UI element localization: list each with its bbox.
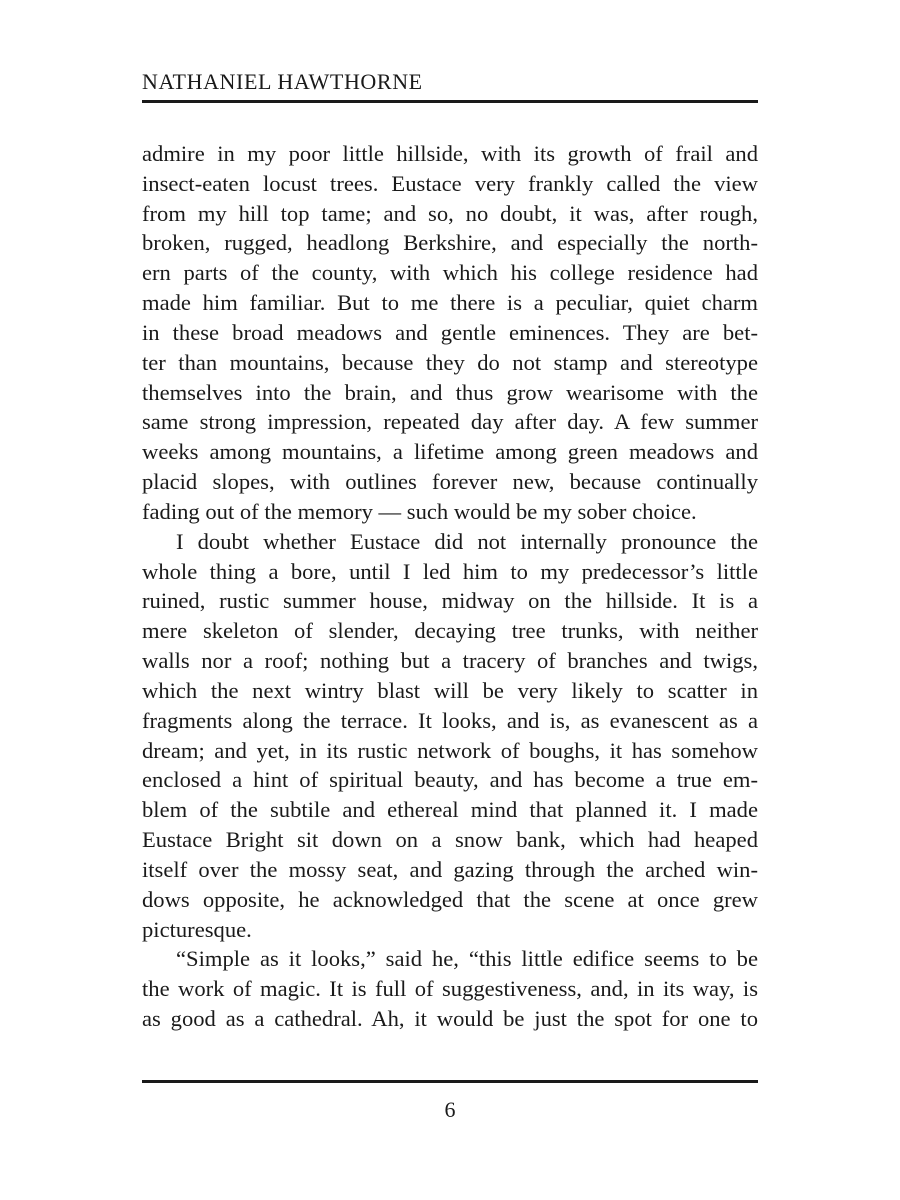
- text-line: ruined, rustic summer house, midway on the hillside. It is a: [142, 588, 758, 614]
- text-line: from my hill top tame; and so, no doubt, it was, after rough,: [142, 200, 758, 226]
- header-rule: [142, 100, 758, 103]
- body-text: [142, 139, 758, 1034]
- text-line: mere skeleton of slender, decaying tree trunks, with neither: [142, 618, 758, 644]
- text-line: dream; and yet, in its rustic network of boughs, it has somehow: [142, 737, 758, 763]
- text-line: I doubt whether Eustace did not internally pronounce the: [176, 528, 758, 554]
- text-line: placid slopes, with outlines forever new, because continually: [142, 469, 758, 495]
- text-line: ern parts of the county, with which his college residence had: [142, 260, 758, 286]
- text-line: themselves into the brain, and thus grow wearisome with the: [142, 379, 758, 405]
- text-line: as good as a cathedral. Ah, it would be just the spot for one to: [142, 1006, 758, 1032]
- footer-rule: [142, 1080, 758, 1083]
- text-line: walls nor a roof; nothing but a tracery of branches and twigs,: [142, 648, 758, 674]
- text-line: same strong impression, repeated day after day. A few summer: [142, 409, 758, 435]
- text-line: fragments along the terrace. It looks, and is, as evanescent as a: [142, 707, 758, 733]
- text-line: in these broad meadows and gentle eminences. They are bet-: [142, 319, 758, 345]
- text-line: picturesque.: [142, 916, 252, 942]
- text-line: dows opposite, he acknowledged that the scene at once grew: [142, 886, 758, 912]
- text-line: blem of the subtile and ethereal mind that planned it. I made: [142, 797, 758, 823]
- text-line: fading out of the memory — such would be my sober choice.: [142, 498, 697, 524]
- text-line: enclosed a hint of spiritual beauty, and has become a true em-: [142, 767, 758, 793]
- text-line: whole thing a bore, until I led him to my predecessor’s little: [142, 558, 758, 584]
- text-line: which the next wintry blast will be very likely to scatter in: [142, 677, 758, 703]
- text-line: the work of magic. It is full of suggestiveness, and, in its way, is: [142, 976, 758, 1002]
- text-line: made him familiar. But to me there is a peculiar, quiet charm: [142, 290, 758, 316]
- text-line: ter than mountains, because they do not stamp and stereotype: [142, 349, 758, 375]
- text-line: broken, rugged, headlong Berkshire, and especially the north-: [142, 230, 758, 256]
- text-line: itself over the mossy seat, and gazing through the arched win-: [142, 856, 758, 882]
- text-line: “Simple as it looks,” said he, “this little edifice seems to be: [176, 946, 758, 972]
- text-line: weeks among mountains, a lifetime among green meadows and: [142, 439, 758, 465]
- text-line: insect-eaten locust trees. Eustace very frankly called the view: [142, 170, 758, 196]
- text-line: Eustace Bright sit down on a snow bank, which had heaped: [142, 827, 758, 853]
- page-number: 6: [444, 1097, 456, 1122]
- running-head: NATHANIEL HAWTHORNE: [142, 69, 423, 94]
- text-line: admire in my poor little hillside, with its growth of frail and: [142, 141, 758, 166]
